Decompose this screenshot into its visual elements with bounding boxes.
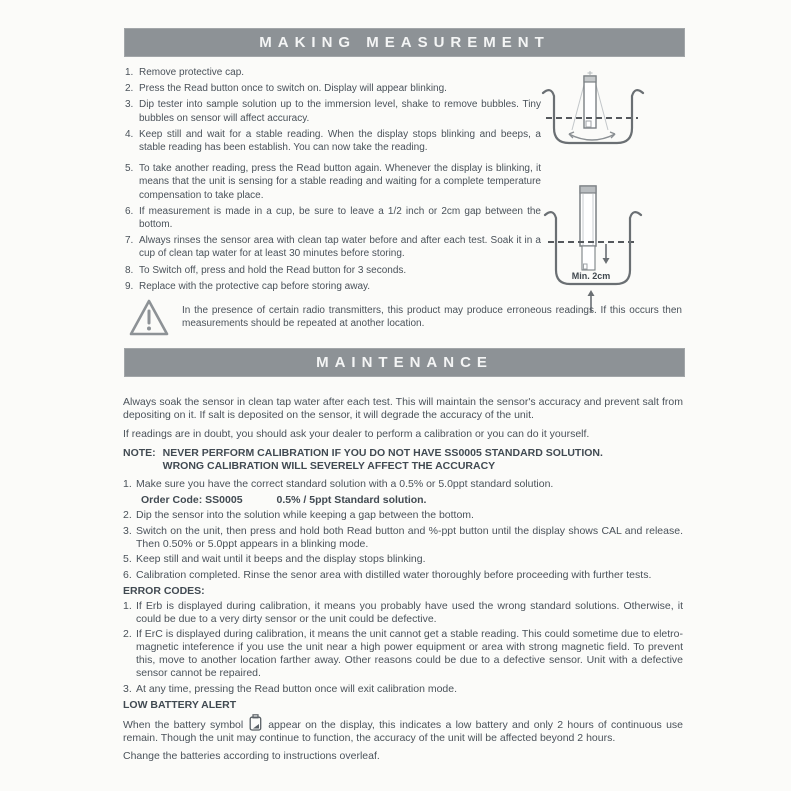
maintenance-paragraph-2: If readings are in doubt, you should ask your dealer to perform a calibration or you can do it yourself. <box>123 428 590 440</box>
section-header-maintenance <box>124 348 685 377</box>
warning-triangle-icon <box>128 298 170 338</box>
low-battery-text-after: appear on the display, this indicates a low battery and only 2 hours of continuous use remain. Though the unit may continue to function, the accuracy of the unit will be affected beyond 2 hours. <box>123 718 683 744</box>
min-gap-label: Min. 2cm <box>571 271 611 281</box>
list-item <box>125 264 541 277</box>
maintenance-paragraph-1: Always soak the sensor in clean tap water after each test. This will maintain the sensor's accuracy and prevent salt from depositing on it. If salt is deposited on the sensor, it will degrade the accuracy of the unit. <box>123 396 683 421</box>
tester-body <box>584 76 596 128</box>
list-item-text: If Erb is displayed during calibration, it means you probably have used the wrong standard solutions. Otherwise, it could be due to a very dirty sensor or the unit could be defective. <box>136 599 683 625</box>
list-item-text: To take another reading, press the Read button again. Whenever the display is blinking, it means that the unit is sensing for a stable reading and waiting for a complete temperature compensation to take place. <box>139 163 541 201</box>
down-arrowhead <box>603 258 610 264</box>
list-item-number: 5. <box>125 163 134 175</box>
low-battery-heading: LOW BATTERY ALERT <box>123 698 237 711</box>
list-item-text: If ErC is displayed during calibration, it means the unit cannot get a stable reading. This could sometime due to eletro-magnetic inteference if you use the unit near a high power equipment or area with strong magnetic field. To prevent this, move to another location farther away. Other reasons could be due to a defective sensor. Unit with a defective sensor cannot be repaired. <box>136 628 683 679</box>
warning-note <box>128 298 684 338</box>
list-item-number: 1. <box>123 599 132 612</box>
list-item <box>125 66 541 79</box>
note-line-1: NEVER PERFORM CALIBRATION IF YOU DO NOT HAVE SS0005 STANDARD SOLUTION. <box>162 447 603 459</box>
list-item <box>123 509 683 522</box>
list-item-number: 8. <box>125 264 134 276</box>
list-item-text: Switch on the unit, then press and hold both Read button and %-ppt button until the display shows CAL and release. Then 0.50% or 5.0ppt appears in a blinking mode. <box>136 524 683 550</box>
up-arrowhead <box>588 290 595 296</box>
shake-arc-arrow <box>569 134 615 140</box>
list-item <box>123 478 683 491</box>
list-item <box>125 162 541 202</box>
calibration-steps-list <box>123 478 683 582</box>
list-item-number: 6. <box>125 205 134 217</box>
list-item-text: Replace with the protective cap before storing away. <box>139 280 371 292</box>
order-code-value: 0.5% / 5ppt Standard solution. <box>276 493 427 506</box>
list-item-text: Remove protective cap. <box>139 67 245 78</box>
list-item-text: If measurement is made in a cup, be sure to leave a 1/2 inch or 2cm gap between the bottom. <box>139 205 541 231</box>
list-item-number: 2. <box>123 628 132 640</box>
tester-body <box>580 186 596 246</box>
list-item <box>125 280 541 293</box>
section-header-making-measurement <box>124 28 685 57</box>
change-batteries-line: Change the batteries according to instructions overleaf. <box>123 749 380 762</box>
list-item-number: 3. <box>125 99 134 111</box>
list-item-text: Keep still and wait until it beeps and the display stops blinking. <box>136 553 426 565</box>
list-item-number: 6. <box>123 568 132 581</box>
list-item <box>123 569 683 582</box>
tester-cap <box>580 186 596 193</box>
section-title-maintenance: MAINTENANCE <box>316 354 493 371</box>
list-item <box>125 98 541 124</box>
tiny-plus-mark <box>588 71 593 75</box>
list-item-number: 5. <box>123 553 132 565</box>
list-item-text: At any time, pressing the Read button once will exit calibration mode. <box>136 682 458 695</box>
list-item-number: 3. <box>123 524 132 537</box>
list-item <box>125 205 541 231</box>
list-item-text: Dip tester into sample solution up to the immersion level, shake to remove bubbles. Tiny bubbles on sensor will affect accuracy. <box>139 99 541 124</box>
order-code-label: Order Code: SS0005 <box>141 493 243 506</box>
list-item-text: Make sure you have the correct standard solution with a 0.5% or 5.0ppt standard solution. <box>136 478 554 490</box>
list-item <box>125 82 541 95</box>
list-item-number: 4. <box>125 128 134 140</box>
list-item-text: To Switch off, press and hold the Read button for 3 seconds. <box>139 264 407 276</box>
error-codes-list <box>123 600 683 696</box>
list-item <box>123 600 683 626</box>
low-battery-paragraph <box>123 714 683 745</box>
low-battery-text-before: When the battery symbol <box>123 718 244 731</box>
note-label: NOTE: <box>123 447 156 459</box>
list-item-text: Keep still and wait for a stable reading. When the display stops blinking and beeps, a stable reading has been establish. You can now take the reading. <box>139 128 541 154</box>
list-item-number: 9. <box>125 280 134 292</box>
list-item-text: Dip the sensor into the solution while keeping a gap between the bottom. <box>136 509 474 521</box>
list-item <box>123 553 683 566</box>
section-title-making-measurement: MAKING MEASUREMENT <box>259 34 550 51</box>
measurement-steps-list <box>125 66 541 296</box>
cup-min-gap-illustration <box>538 178 648 318</box>
low-battery-icon <box>249 714 262 731</box>
note-lines <box>163 447 603 473</box>
note-line-2: WRONG CALIBRATION WILL SEVERELY AFFECT THE ACCURACY <box>162 460 496 472</box>
maintenance-section <box>123 396 683 763</box>
list-item-text: Calibration completed. Rinse the senor area with distilled water thoroughly before proceeding with further tests. <box>136 568 652 581</box>
list-item-text: Always rinses the sensor area with clean tap water before and after each test. Soak it in a cup of clean tap water for at least 30 minutes before storing. <box>139 235 541 260</box>
beaker-shake-illustration <box>538 70 648 165</box>
list-item <box>123 525 683 551</box>
list-item-number: 3. <box>123 682 132 695</box>
list-item-number: 1. <box>125 67 134 78</box>
error-codes-heading: ERROR CODES: <box>123 584 205 597</box>
list-item <box>123 628 683 680</box>
tester-cap <box>584 76 596 82</box>
calibration-note <box>123 447 683 473</box>
list-item <box>123 683 683 696</box>
list-item-number: 2. <box>125 83 134 95</box>
list-item-number: 1. <box>123 478 132 490</box>
list-item <box>125 234 541 260</box>
list-item-text: Press the Read button once to switch on. Display will appear blinking. <box>139 83 447 95</box>
warning-text: In the presence of certain radio transmitters, this product may produce erroneous readings. If this occurs then measurements should be repeated at another location. <box>182 305 682 329</box>
list-item-number: 2. <box>123 509 132 521</box>
list-item <box>125 128 541 154</box>
order-code-line <box>123 494 683 507</box>
list-item-number: 7. <box>125 235 134 247</box>
